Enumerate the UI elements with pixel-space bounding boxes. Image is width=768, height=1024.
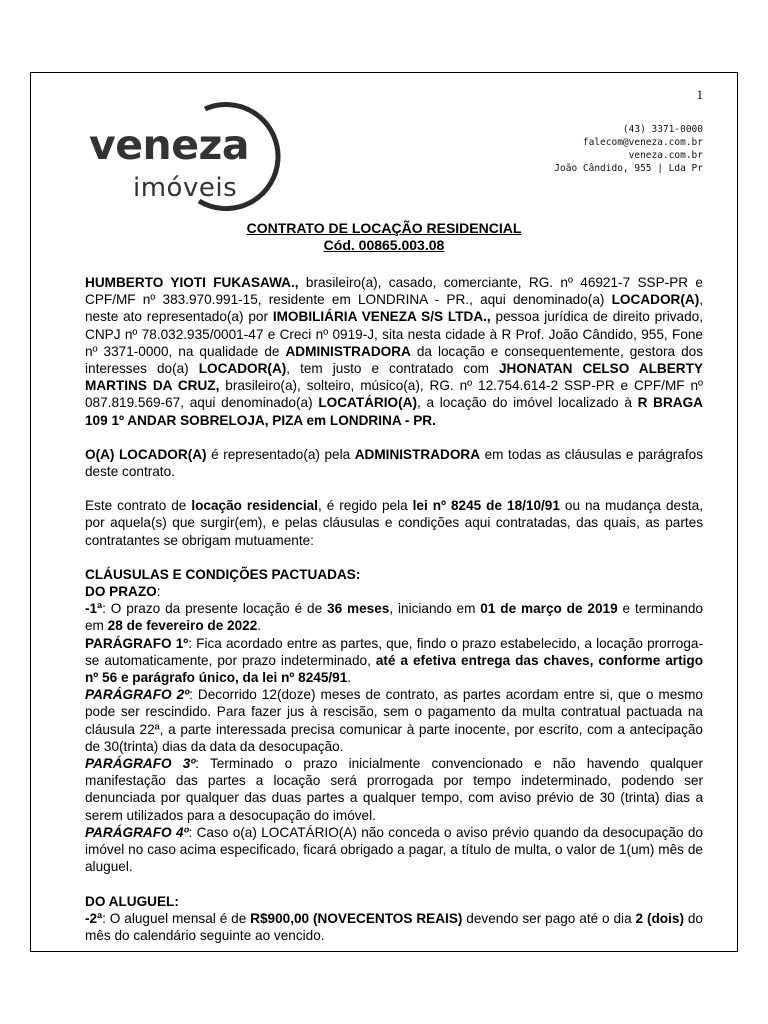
text-span: : O prazo da presente locação é de: [102, 601, 328, 617]
text-span: do mês do calendário seguinte ao vencido.: [85, 910, 703, 943]
text-span: ou na mudança desta, por aquela(s) que surgir(em), e pelas cláusulas e condições aqui contratadas, das quais, as partes contratantes se obrigam mutuamente:: [85, 498, 703, 548]
representation-paragraph: [71, 446, 703, 480]
paragraph-4: [71, 824, 703, 876]
text-span: , é regido pela: [317, 498, 413, 514]
paragraph-2: [71, 686, 703, 755]
paragraph-label: PARÁGRAFO 3º: [85, 756, 196, 772]
text-span: : Terminado o prazo inicialmente convencionado e não havendo qualquer manifestação das partes a locação será prorrogada por tempo indeterminado, podendo ser denunciada por qualquer das duas partes a qualquer tempo, com aviso prévio de 30 (trinta) dias a serem utilizados para a desocupação do imóvel.: [85, 756, 703, 823]
clause-number: -1ª: [85, 601, 103, 617]
text-span: , tem justo e contratado com: [286, 361, 499, 377]
bold-span: lei nº 8245 de 18/10/91: [412, 498, 560, 514]
paragraph-label: PARÁGRAFO 1º: [85, 635, 189, 651]
text-span: em todas as cláusulas e parágrafos deste contrato.: [85, 446, 703, 480]
contact-address: João Cândido, 955 | Lda Pr: [554, 163, 703, 174]
bold-span: locação residencial: [191, 498, 318, 514]
locador-name: HUMBERTO YIOTI FUKASAWA.,: [85, 275, 299, 290]
bold-span: até a efetiva entrega das chaves, conforme artigo nº 56 e parágrafo único, da lei nº 8245/91: [85, 652, 704, 686]
text-span: : Fica acordado entre as partes, que, findo o prazo estabelecido, a locação prorroga-se automaticamente, por prazo indeterminado,: [85, 635, 703, 668]
bold-span: O(A) LOCADOR(A): [85, 446, 207, 462]
rent-value: R$900,00 (NOVECENTOS REAIS): [250, 910, 463, 926]
text-span: : Decorrido 12(doze) meses de contrato, as partes acordam entre si, que o mesmo pode ser rescindido. Para fazer jus à rescisão, sem o pagamento da multa contratual pactuada na cláusula 22ª, a parte interessada precisa comunicar à parte inocente, por escrito, com a antecipação de 30(trinta) dias da data da desocupação.: [85, 687, 703, 754]
bold-span: 2 (dois): [635, 910, 684, 926]
locatario-name: JHONATAN CELSO ALBERTY MARTINS DA CRUZ,: [85, 361, 703, 394]
property-address: R BRAGA 109 1º ANDAR SOBRELOJA, PIZA em LONDRINA - PR.: [85, 395, 704, 428]
bold-span: LOCADOR(A): [611, 292, 700, 308]
bold-span: 28 de fevereiro de 2022: [107, 618, 258, 634]
paragraph-label: PARÁGRAFO 2º: [85, 687, 190, 703]
aluguel-heading-text: DO ALUGUEL:: [85, 893, 179, 909]
text-span: : Caso o(a) LOCATÁRIO(A) não conceda o aviso prévio quando da desocupação do imóvel no caso acima especificado, ficará obrigado a pagar, a título de multa, o valor de 1(um) mês de aluguel.: [85, 824, 703, 875]
clause-number: -2ª: [85, 910, 103, 926]
contract-body: [71, 274, 703, 944]
text-span: :: [156, 584, 161, 600]
law-paragraph: [71, 497, 703, 549]
prazo-heading-text: DO PRAZO: [85, 584, 157, 600]
contact-site: veneza.com.br: [628, 150, 703, 161]
text-span: Este contrato de: [85, 498, 192, 514]
bold-span: 36 meses: [327, 601, 390, 617]
contract-title-block: [31, 220, 737, 254]
bold-span: LOCADOR(A): [198, 361, 287, 377]
clause-2: [71, 910, 703, 944]
parties-paragraph: [71, 274, 703, 429]
bold-span: 01 de março de 2019: [480, 601, 618, 617]
contact-phone: (43) 3371-0000: [622, 124, 703, 135]
contact-block: [554, 123, 703, 175]
paragraph-3: [71, 755, 703, 824]
logo-imoveis-text: imóveis: [133, 173, 238, 203]
text-span: e terminando em: [85, 601, 703, 634]
contract-title: CONTRATO DE LOCAÇÃO RESIDENCIAL: [246, 220, 522, 236]
prazo-heading: [71, 583, 703, 600]
text-span: pessoa jurídica de direito privado, CNPJ nº 78.032.935/0001-47 e Creci nº 0919-J, sita nesta cidade à R Prof. João Cândido, 955, Fone nº 3371-0000, na qualidade de: [85, 309, 704, 359]
bold-span: ADMINISTRADORA: [285, 343, 411, 359]
text-span: é representado(a) pela: [206, 446, 355, 462]
paragraph-label: PARÁGRAFO 4º: [85, 824, 189, 840]
page-frame: [30, 72, 738, 952]
clauses-heading-text: CLÁUSULAS E CONDIÇÕES PACTUADAS:: [85, 566, 361, 582]
text-span: brasileiro(a), casado, comerciante, RG. nº 46921-7 SSP-PR e CPF/MF nº 383.970.991-15, residente em LONDRINA - PR., aqui denominado(a): [85, 275, 703, 308]
agency-name: IMOBILIÁRIA VENEZA S/S LTDA.,: [272, 309, 491, 325]
bold-span: LOCATÁRIO(A): [318, 395, 417, 411]
contact-email: falecom@veneza.com.br: [582, 137, 703, 148]
aluguel-heading: [71, 893, 703, 910]
page-number: 1: [696, 87, 703, 102]
bold-span: ADMINISTRADORA: [354, 446, 481, 462]
clause-1: [71, 600, 703, 634]
text-span: , neste ato representado(a) por: [85, 292, 703, 325]
text-span: .: [347, 670, 352, 686]
veneza-logo: [87, 101, 307, 211]
text-span: .: [257, 618, 262, 634]
text-span: brasileiro(a), solteiro, músico(a), RG. nº 12.754.614-2 SSP-PR e CPF/MF nº 087.819.569-67, aqui denominado(a): [85, 378, 703, 411]
logo-veneza-text: veneza: [89, 121, 250, 169]
text-span: , a locação do imóvel localizado à: [416, 395, 638, 411]
text-span: da locação e consequentemente, gestora dos interesses do(a): [85, 343, 703, 377]
text-span: , iniciando em: [389, 601, 481, 617]
clauses-heading: [71, 566, 703, 583]
text-span: devendo ser pago até o dia: [462, 910, 636, 926]
paragraph-1: [71, 635, 703, 687]
contract-code: Cód. 00865.003.08: [323, 237, 445, 253]
text-span: : O aluguel mensal é de: [102, 910, 251, 926]
